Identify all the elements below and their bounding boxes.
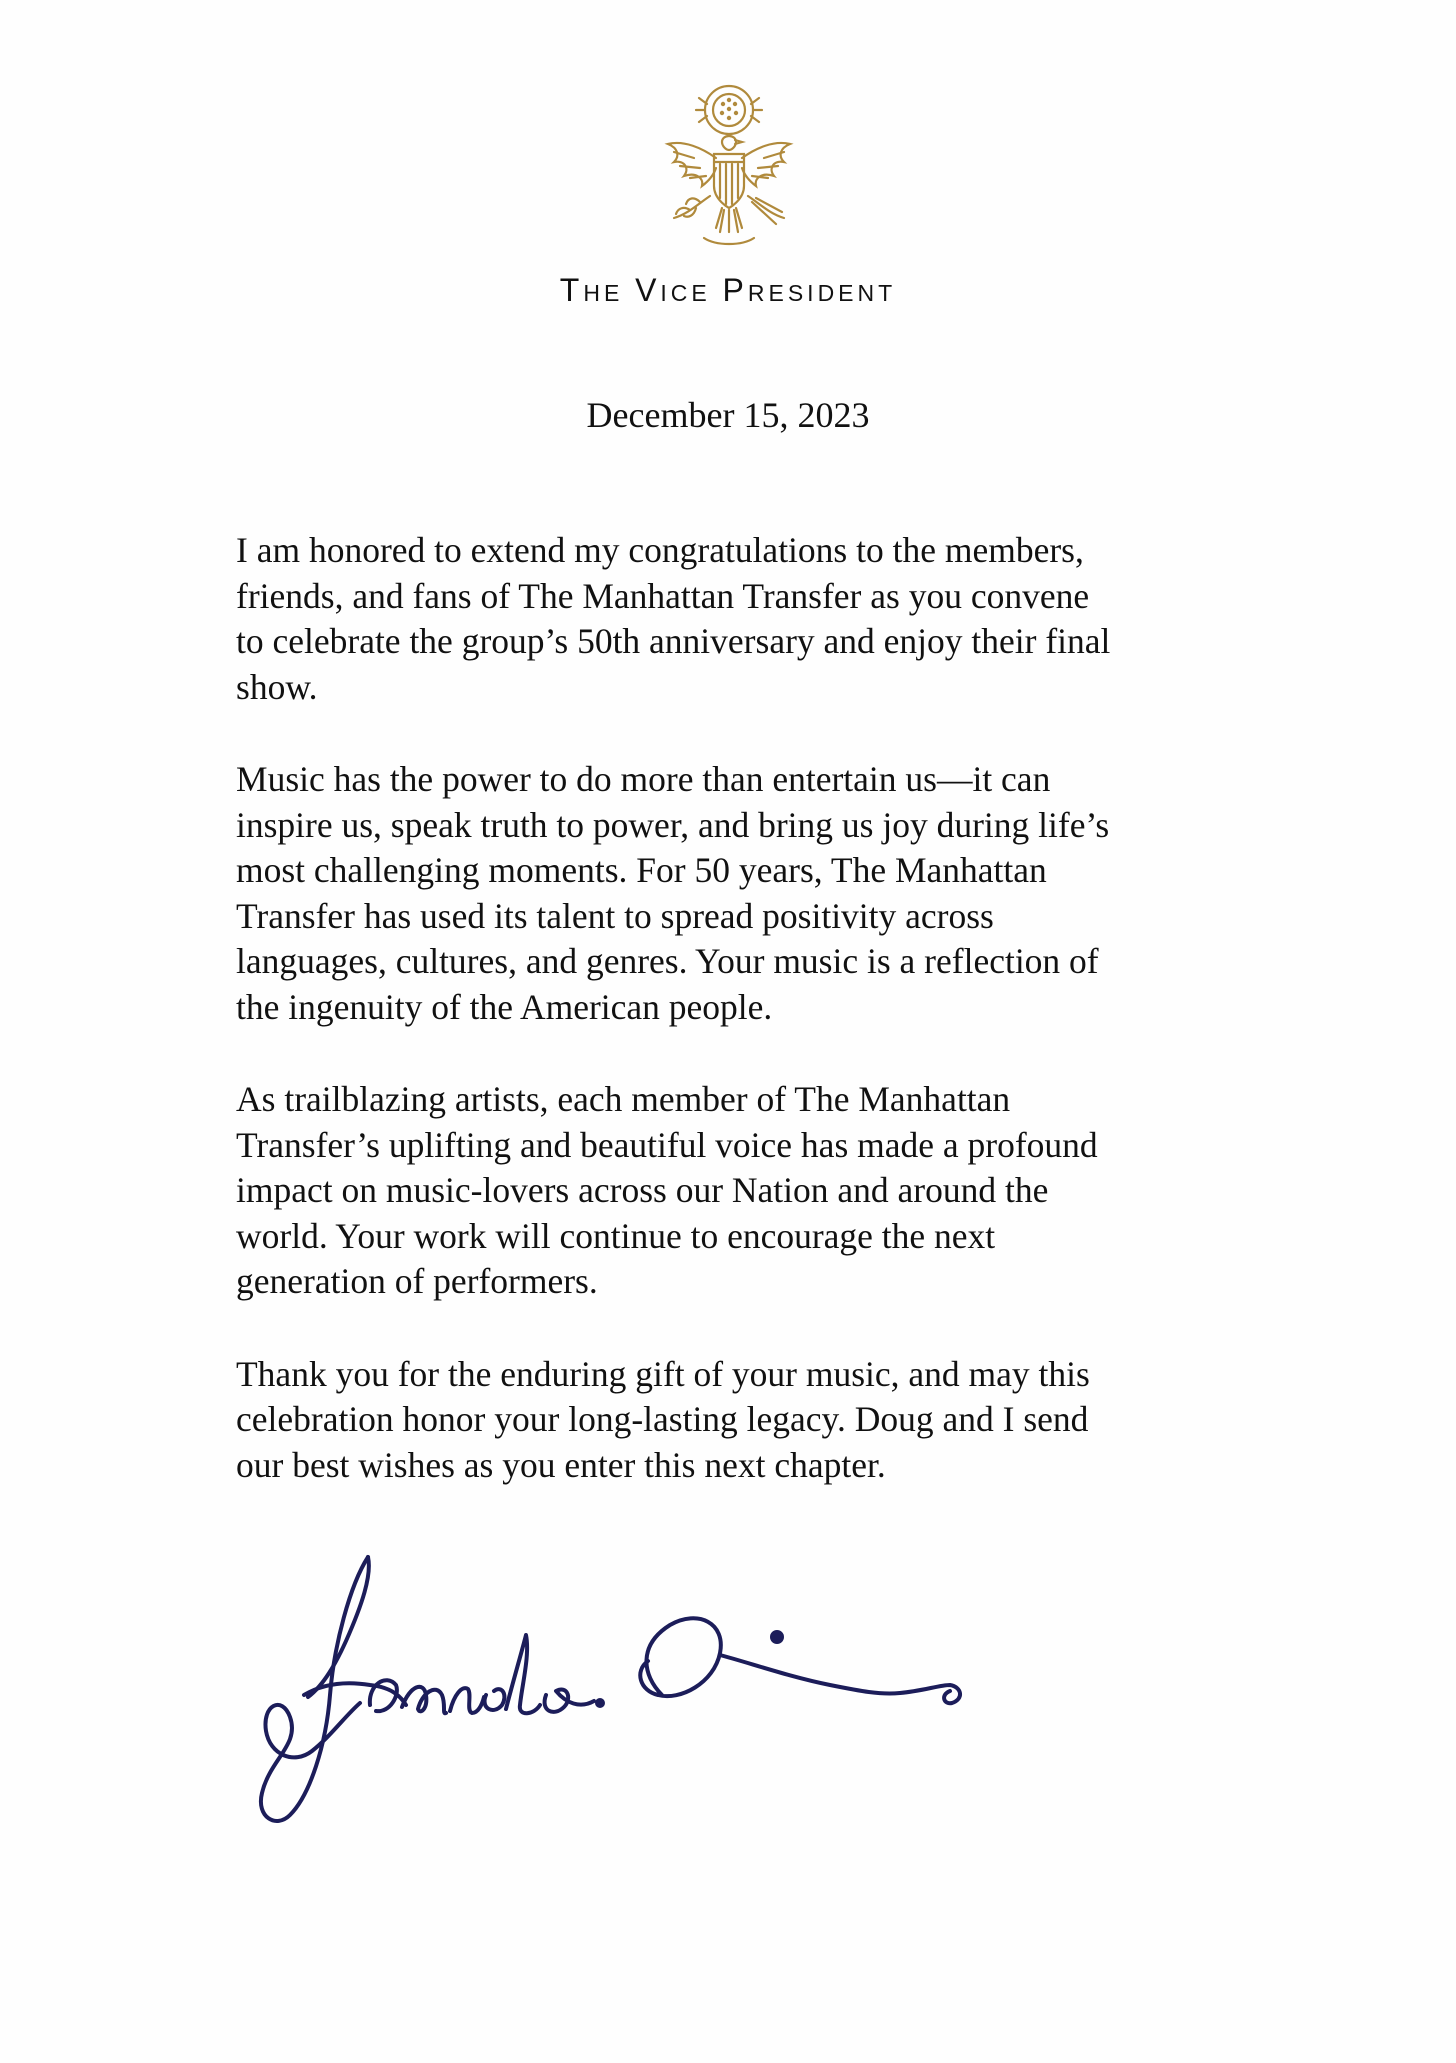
text-line: impact on music-lovers across our Nation and around the (236, 1170, 1049, 1210)
text-line: As trailblazing artists, each member of The Manhattan (236, 1079, 1011, 1119)
letterhead-word: PRESIDENT (722, 272, 897, 308)
paragraph (236, 757, 1246, 1030)
text-line: generation of performers. (236, 1261, 598, 1301)
letter-body (236, 528, 1246, 1535)
text-line: Music has the power to do more than entertain us—it can (236, 759, 1051, 799)
letter-date: December 15, 2023 (586, 395, 870, 435)
paragraph (236, 1077, 1246, 1305)
letterhead-word: VICE (635, 272, 711, 308)
letterhead-word: THE (559, 272, 624, 308)
text-line: inspire us, speak truth to power, and bring us joy during life’s (236, 804, 1110, 845)
text-line: the ingenuity of the American people. (236, 986, 773, 1027)
text-line: world. Your work will continue to encourage the next (236, 1215, 996, 1256)
text-line: to celebrate the group’s 50th anniversary and enjoy their final (236, 621, 1111, 661)
text-line: I am honored to extend my congratulations to the members, (236, 530, 1084, 570)
text-line: Thank you for the enduring gift of your music, and may this (236, 1353, 1090, 1394)
text-line: show. (236, 666, 318, 707)
text-line: most challenging moments. For 50 years, The Manhattan (236, 850, 1047, 890)
text-line: our best wishes as you enter this next chapter. (236, 1444, 886, 1485)
text-line: friends, and fans of The Manhattan Transfer as you convene (236, 575, 1090, 616)
letterhead-title (0, 272, 1456, 309)
text-line: celebration honor your long-lasting legacy. Doug and I send (236, 1399, 1089, 1439)
text-line: languages, cultures, and genres. Your music is a reflection of (236, 941, 1099, 981)
handwritten-signature (250, 1545, 1150, 1845)
paragraph (236, 528, 1246, 710)
eagle-seal-icon (644, 78, 814, 256)
text-line: Transfer’s uplifting and beautiful voice has made a profound (236, 1124, 1098, 1165)
paragraph (236, 1352, 1246, 1489)
text-line: Transfer has used its talent to spread positivity across (236, 895, 994, 936)
